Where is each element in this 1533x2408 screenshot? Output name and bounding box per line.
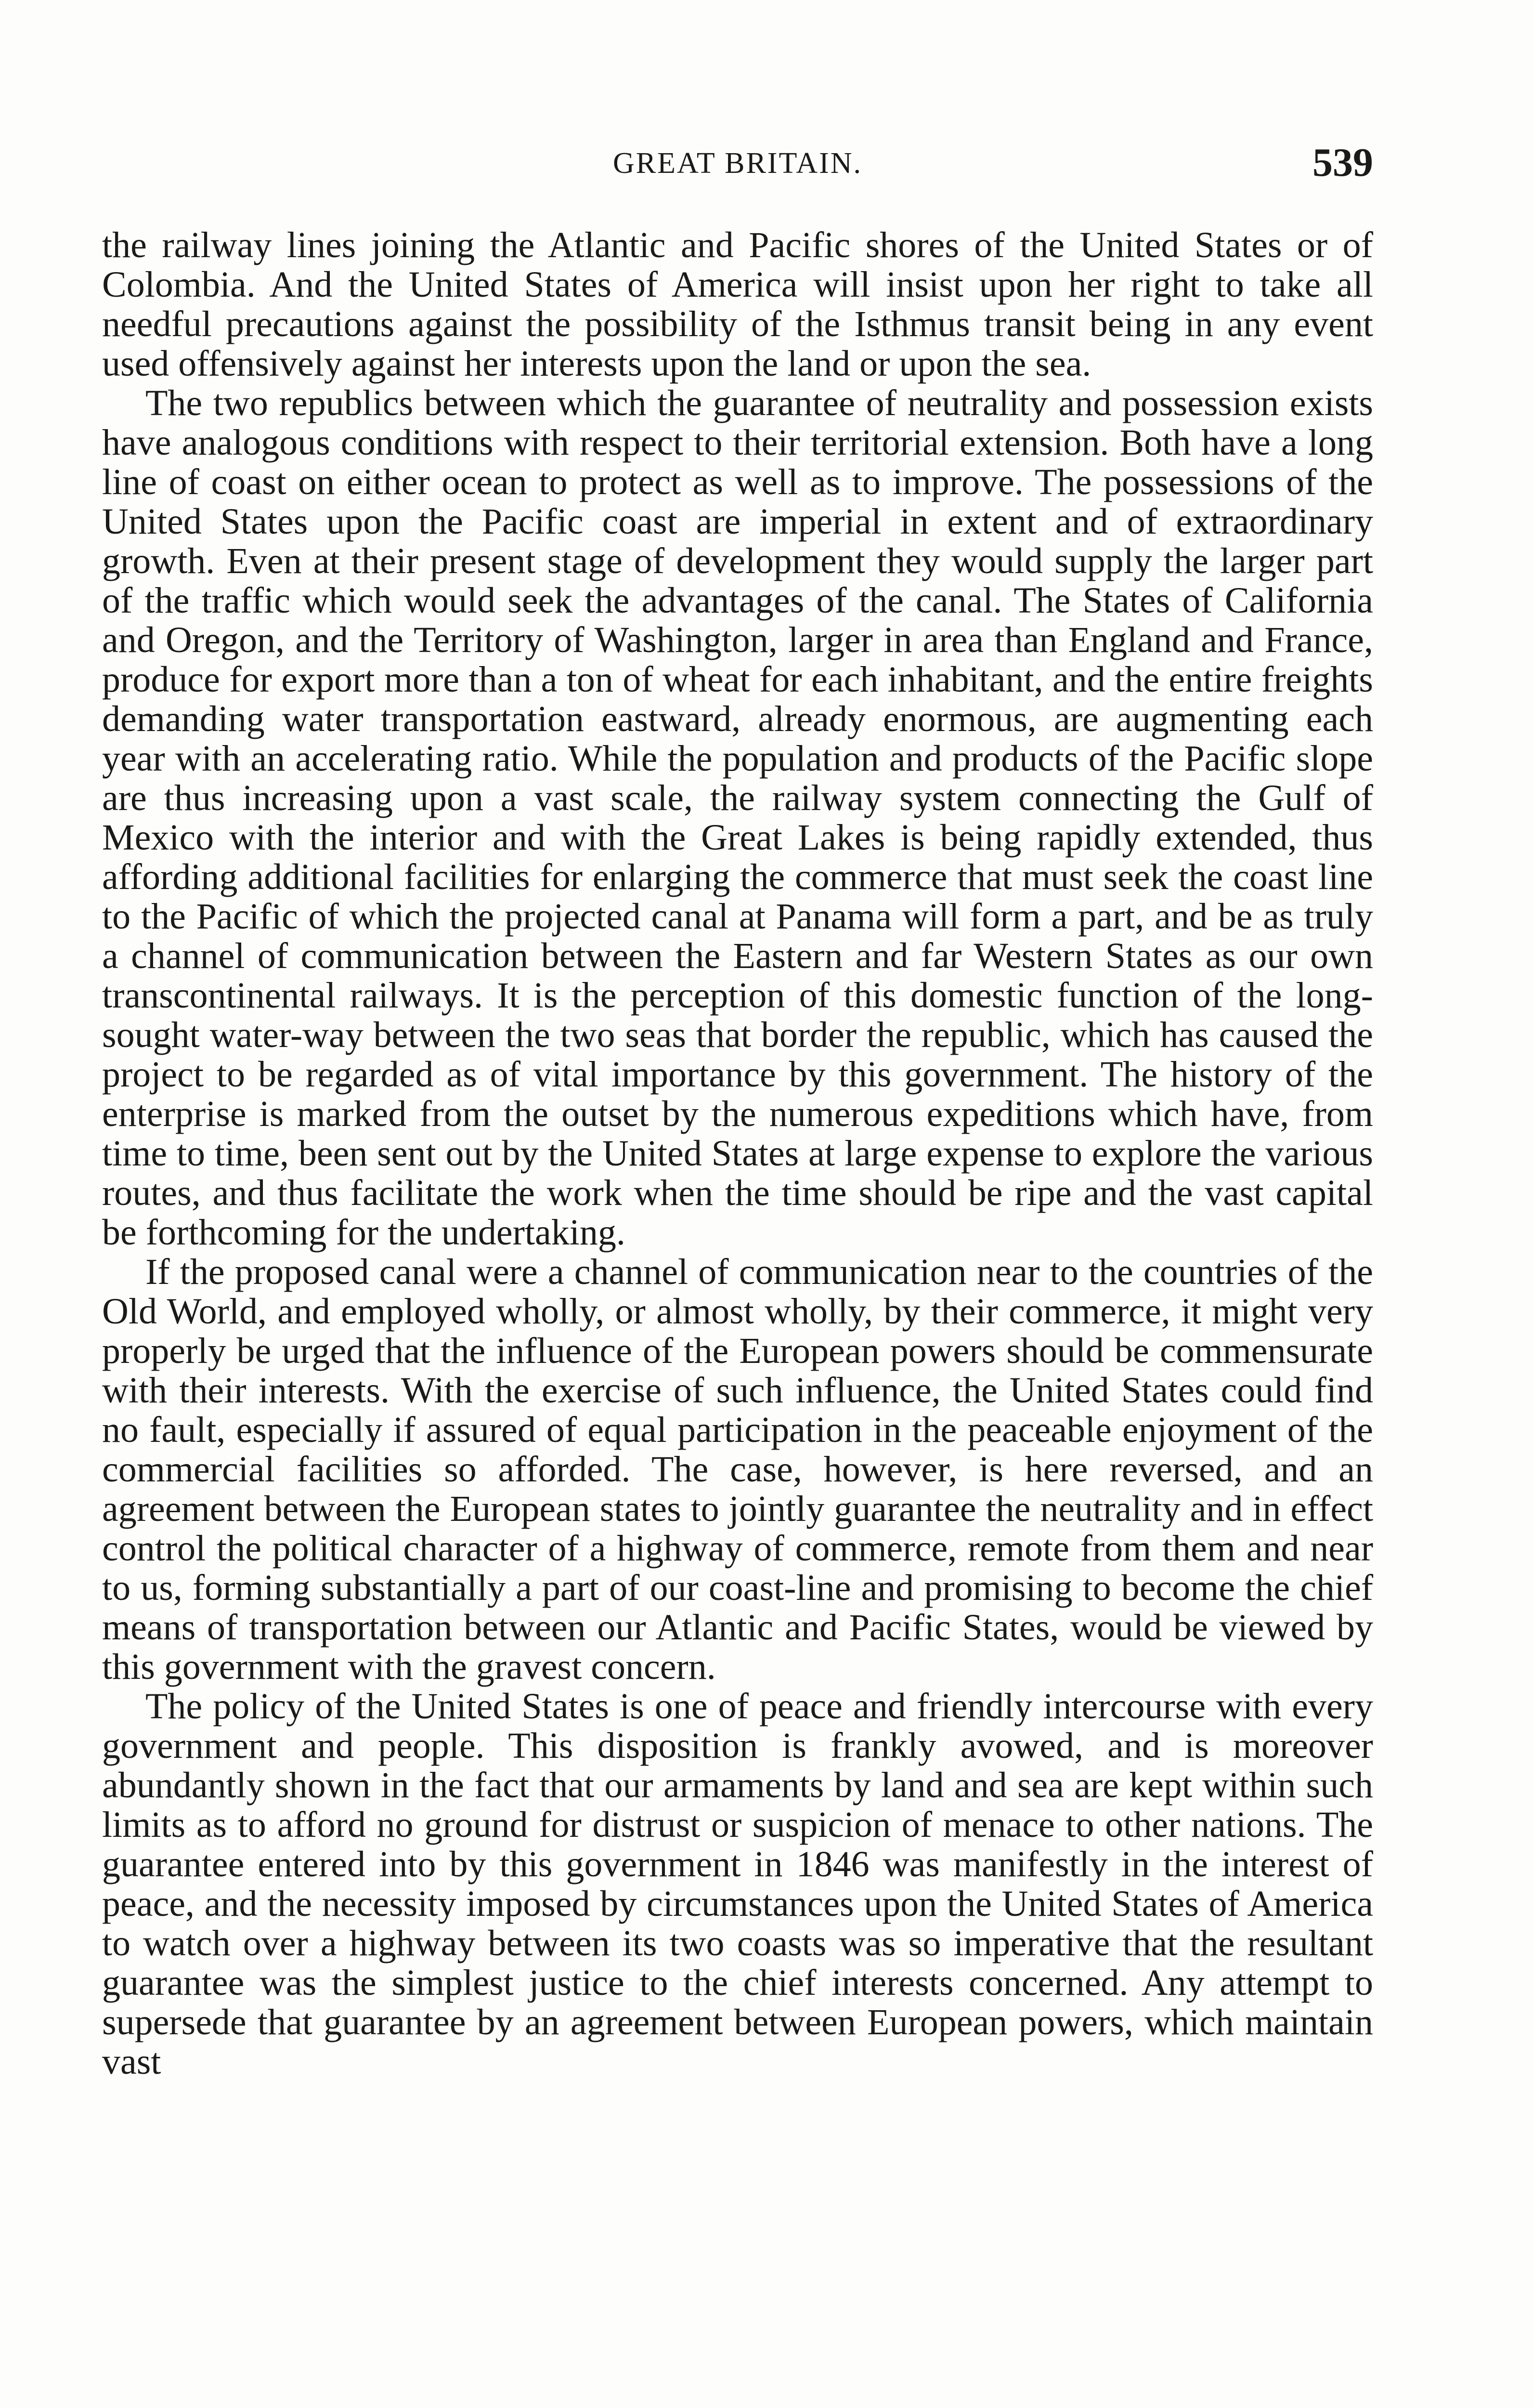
body-text <box>102 225 1373 2081</box>
running-head: GREAT BRITAIN. <box>612 147 863 180</box>
paragraph: If the proposed canal were a channel of communication near to the countries of the Old World, and employed wholly, or almost wholly, by their commerce, it might very properly be urged that the influence of the European powers should be commensurate with their interests. With the exercise of such influence, the United States could find no fault, especially if assured of equal participation in the peaceable enjoyment of the commercial facilities so afforded. The case, however, is here reversed, and an agreement between the European states to jointly guarantee the neutrality and in effect control the political character of a highway of commerce, remote from them and near to us, forming substantially a part of our coast-line and promising to become the chief means of transportation between our Atlantic and Pacific States, would be viewed by this government with the gravest concern. <box>102 1252 1373 1687</box>
page-header <box>102 140 1373 193</box>
page-number: 539 <box>1312 140 1373 185</box>
paragraph: the railway lines joining the Atlantic and Pacific shores of the United States or of Colombia. And the United States of America will insist upon her right to take all needful precautions against the possibility of the Isthmus transit being in any event used offensively against her interests upon the land or upon the sea. <box>102 225 1373 384</box>
paragraph: The two republics between which the guarantee of neutrality and possession exists have analogous conditions with respect to their territorial extension. Both have a long line of coast on either ocean to protect as well as to improve. The possessions of the United States upon the Pacific coast are imperial in extent and of extraordinary growth. Even at their present stage of development they would supply the larger part of the traffic which would seek the advantages of the canal. The States of California and Oregon, and the Territory of Washington, larger in area than England and France, produce for export more than a ton of wheat for each inhabitant, and the entire freights demanding water transportation eastward, already enormous, are augmenting each year with an accelerating ratio. While the population and products of the Pacific slope are thus increasing upon a vast scale, the railway system connecting the Gulf of Mexico with the interior and with the Great Lakes is being rapidly extended, thus affording additional facilities for enlarging the commerce that must seek the coast line to the Pacific of which the projected canal at Panama will form a part, and be as truly a channel of communication between the Eastern and far Western States as our own transcontinental railways. It is the perception of this domestic function of the long-sought water-way between the two seas that border the republic, which has caused the project to be regarded as of vital importance by this government. The history of the enterprise is marked from the outset by the numerous expeditions which have, from time to time, been sent out by the United States at large expense to explore the various routes, and thus facilitate the work when the time should be ripe and the vast capital be forthcoming for the undertaking. <box>102 383 1373 1253</box>
paragraph: The policy of the United States is one of peace and friendly intercourse with every government and people. This disposition is frankly avowed, and is moreover abundantly shown in the fact that our armaments by land and sea are kept within such limits as to afford no ground for distrust or suspicion of menace to other nations. The guarantee entered into by this government in 1846 was manifestly in the interest of peace, and the necessity imposed by circumstances upon the United States of America to watch over a highway between its two coasts was so imperative that the resultant guarantee was the simplest justice to the chief interests concerned. Any attempt to supersede that guarantee by an agreement between European powers, which maintain vast <box>102 1686 1373 2082</box>
